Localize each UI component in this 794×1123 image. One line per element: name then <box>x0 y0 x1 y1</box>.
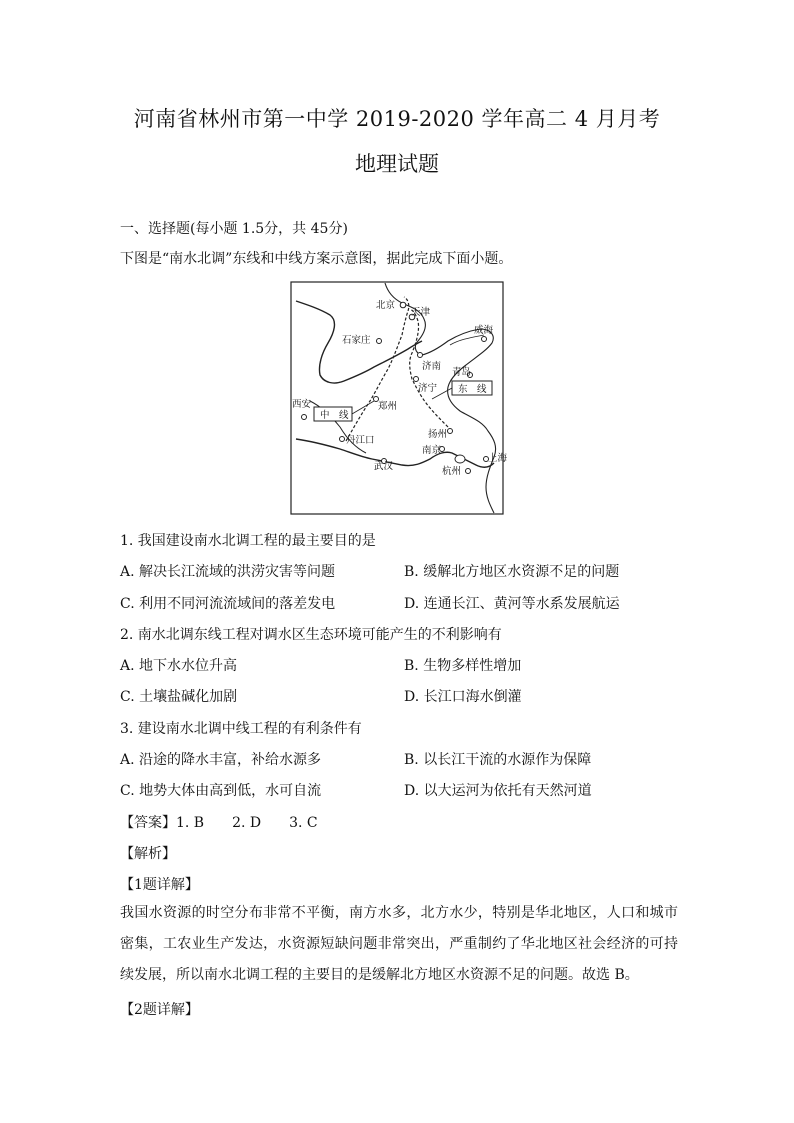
south-north-water-diversion-map <box>290 281 508 515</box>
label-qingdao: 青岛 <box>452 367 472 378</box>
label-jining: 济宁 <box>418 383 438 394</box>
section-heading: 一、选择题(每小题 1.5分，共 45分) <box>120 221 348 237</box>
label-nanjing: 南京 <box>422 445 442 456</box>
question-3-stem: 3. 建设南水北调中线工程的有利条件有 <box>120 721 362 737</box>
map-frame <box>291 282 503 514</box>
label-yangzhou: 扬州 <box>428 429 448 440</box>
label-shanghai: 上海 <box>488 453 508 464</box>
page-subtitle: 地理试题 <box>355 152 439 176</box>
question-3-option-a: A. 沿途的降水丰富，补给水源多 <box>120 752 322 768</box>
east-route-label: 东 线 <box>458 384 487 395</box>
city-marker-xian <box>302 415 307 420</box>
analysis-label: 【解析】 <box>120 846 176 862</box>
answer-line: 【答案】1. B 2. D 3. C <box>120 815 318 831</box>
middle-route-label: 中 线 <box>320 410 349 421</box>
question-1-option-a: A. 解决长江流域的洪涝灾害等问题 <box>120 564 336 580</box>
label-zhengzhou: 郑州 <box>378 401 398 412</box>
question-2-stem: 2. 南水北调东线工程对调水区生态环境可能产生的不利影响有 <box>120 627 502 643</box>
question-2-option-b: B. 生物多样性增加 <box>404 658 522 674</box>
page-title: 河南省林州市第一中学 2019-2020 学年高二 4 月月考 <box>133 107 661 131</box>
detail-1-label: 【1题详解】 <box>120 877 199 893</box>
question-1-stem: 1. 我国建设南水北调工程的最主要目的是 <box>120 533 376 549</box>
city-marker-beijing <box>400 302 406 308</box>
question-1-option-d: D. 连通长江、黄河等水系发展航运 <box>404 596 620 612</box>
city-marker-weihai <box>482 337 487 342</box>
detail-1-text: 我国水资源的时空分布非常不平衡，南方水多，北方水少，特别是华北地区，人口和城市密集，工农业生产发达，水资源短缺问题非常突出，严重制约了华北地区社会经济的可持续发展，所以南水北调工程的主要目的是缓解北方地区水资源不足的问题。故选 B。 <box>120 905 678 983</box>
label-jinan: 济南 <box>422 361 442 372</box>
detail-2-label: 【2题详解】 <box>120 1002 199 1018</box>
label-weihai: 威海 <box>474 325 494 336</box>
label-xian: 西安 <box>292 399 312 410</box>
label-wuhan: 武汉 <box>374 461 394 472</box>
question-1-option-c: C. 利用不同河流流域间的落差发电 <box>120 596 336 612</box>
question-1-option-b: B. 缓解北方地区水资源不足的问题 <box>404 564 620 580</box>
question-3-option-d: D. 以大运河为依托有天然河道 <box>404 783 592 799</box>
question-2-option-d: D. 长江口海水倒灌 <box>404 689 522 705</box>
question-2-option-c: C. 土壤盐碱化加剧 <box>120 689 238 705</box>
taihu-lake <box>455 455 465 463</box>
city-marker-shijiazhuang <box>377 339 382 344</box>
label-beijing: 北京 <box>376 300 396 311</box>
city-marker-jining <box>414 377 419 382</box>
city-marker-hangzhou <box>466 469 471 474</box>
city-marker-jinan <box>418 353 423 358</box>
question-3-option-b: B. 以长江干流的水源作为保障 <box>404 752 592 768</box>
city-marker-danjiangkou <box>340 437 345 442</box>
label-shijiazhuang: 石家庄 <box>342 335 371 346</box>
label-danjiangkou: 丹江口 <box>346 435 375 446</box>
question-3-option-c: C. 地势大体由高到低，水可自流 <box>120 783 322 799</box>
city-marker-yangzhou <box>448 429 453 434</box>
intro-text: 下图是“南水北调”东线和中线方案示意图，据此完成下面小题。 <box>120 251 513 267</box>
label-tianjin: 天津 <box>411 307 431 318</box>
question-2-option-a: A. 地下水水位升高 <box>120 658 238 674</box>
label-hangzhou: 杭州 <box>442 466 462 477</box>
